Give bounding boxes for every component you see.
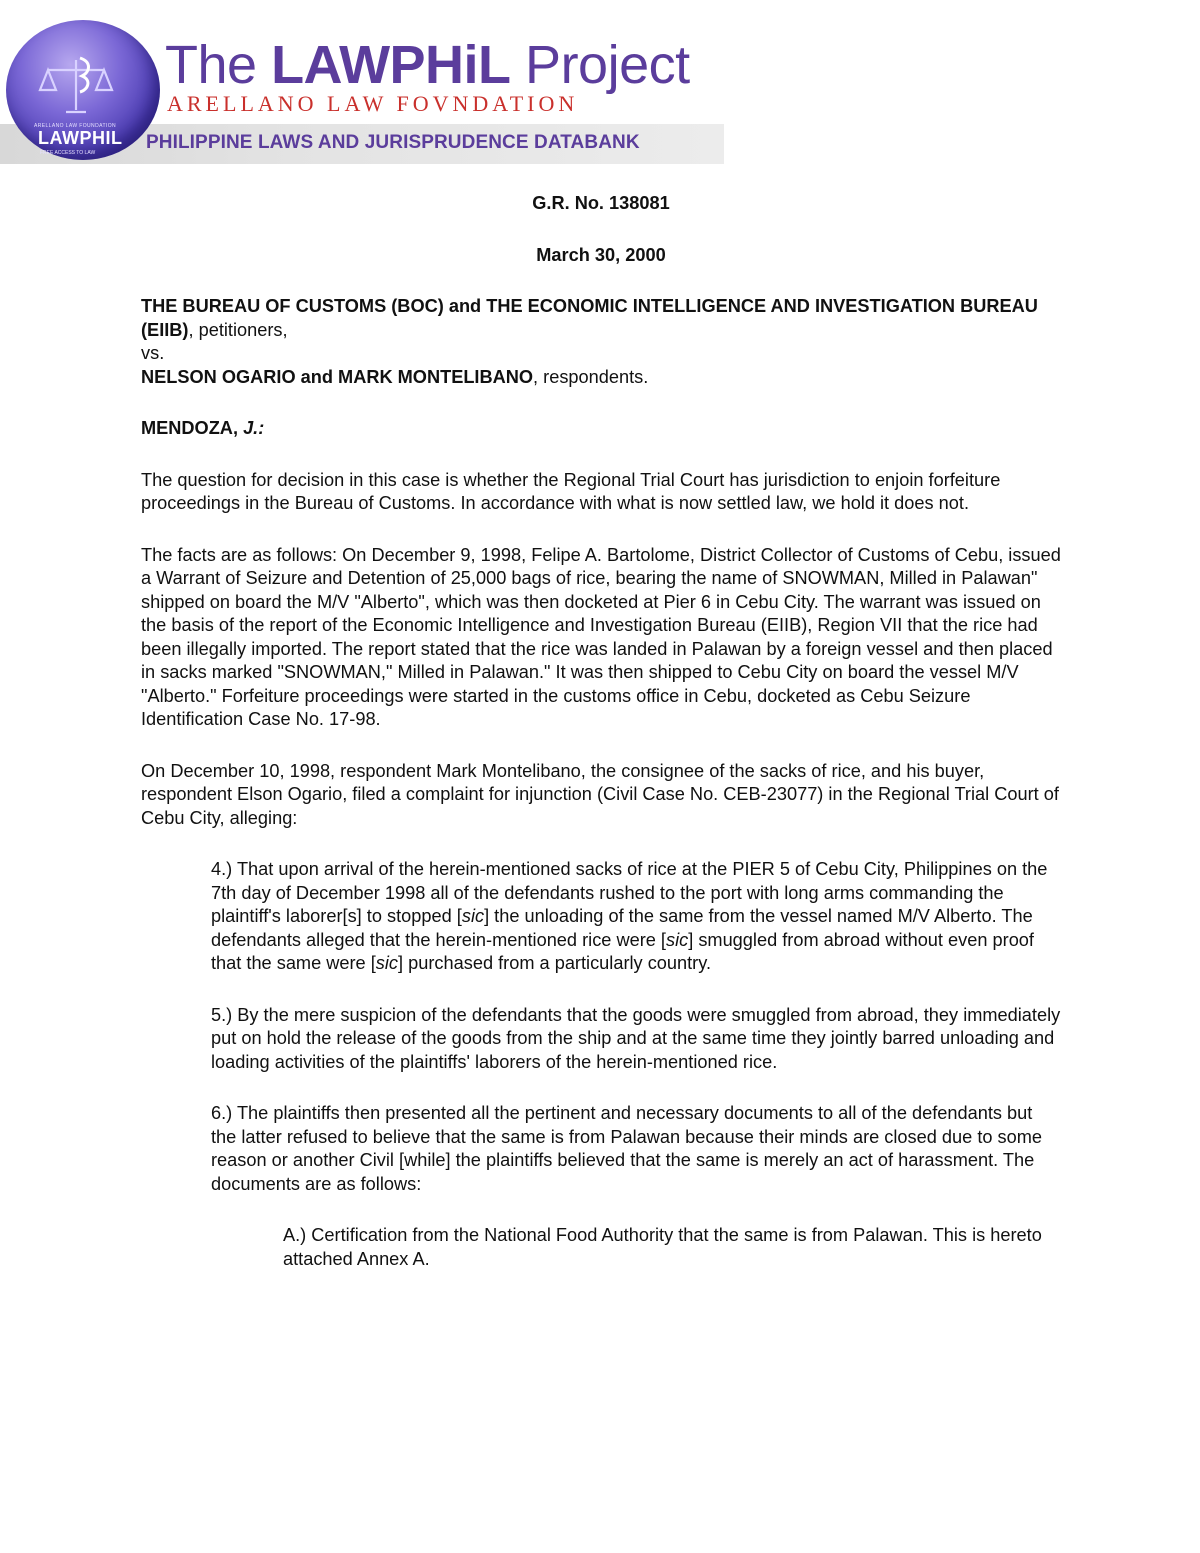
scales-of-justice-icon [36,52,116,122]
logo-wordmark: LAWPHIL [38,128,123,148]
header-banner [0,0,725,165]
allegation-4: 4.) That upon arrival of the herein-mentioned sacks of rice at the PIER 5 of Cebu City, Philippines on the 7th day of December 1998 all of the defendants rushed to the port with long arms commanding the plaintiff's laborer[s] to stopped [sic] the unloading of the same from the vessel named M/V Alberto. The defendants alleged that the herein-mentioned rice were [sic] smuggled from abroad without even proof that the same were [sic] purchased from a particularly country. [211,859,1048,973]
logo-foundation-text: ARELLANO LAW FOUNDATION [34,123,116,129]
case-date: March 30, 2000 [536,244,666,265]
petitioners: THE BUREAU OF CUSTOMS (BOC) and THE ECONOMIC INTELLIGENCE AND INVESTIGATION BUREAU (EIIB), petitioners, [141,296,1038,340]
paragraph-complaint: On December 10, 1998, respondent Mark Montelibano, the consignee of the sacks of rice, and his buyer, respondent Elson Ogario, filed a complaint for injunction (Civil Case No. CEB-23077) in the Regional Trial Court of Cebu City, alleging: [141,760,1059,828]
document-annex-a: A.) Certification from the National Food Authority that the same is from Palawan. This is hereto attached Annex A. [283,1225,1042,1269]
document-body [141,192,1061,1271]
allegation-6: 6.) The plaintiffs then presented all the pertinent and necessary documents to all of the defendants but the latter refused to believe that the same is from Palawan because their minds are closed due to some reason or another Civil [while] the plaintiffs believed that the same is merely an act of harassment. The documents are as follows: [211,1103,1043,1194]
case-parties [141,295,1061,389]
versus: vs. [141,343,165,363]
respondents: NELSON OGARIO and MARK MONTELIBANO, respondents. [141,366,649,387]
brand-databank: PHILIPPINE LAWS AND JURISPRUDENCE DATABANK [146,132,640,153]
brand-title: The LAWPHiL Project [165,35,690,95]
logo-tagline: FREE ACCESS TO LAW [40,150,96,156]
paragraph-question: The question for decision in this case is whether the Regional Trial Court has jurisdiction to enjoin forfeiture proceedings in the Bureau of Customs. In accordance with what is now settled law, we hold it does not. [141,469,1001,513]
lawphil-logo [6,20,160,160]
brand-subtitle: ARELLANO LAW FOVNDATION [167,91,579,116]
ponente: MENDOZA, J.: [141,418,265,438]
allegation-5: 5.) By the mere suspicion of the defendants that the goods were smuggled from abroad, they immediately put on hold the release of the goods from the ship and at the same time they jointly barred unloading and loading activities of the plaintiffs' laborers of the herein-mentioned rice. [211,1004,1061,1072]
case-number: G.R. No. 138081 [532,193,670,213]
paragraph-facts: The facts are as follows: On December 9, 1998, Felipe A. Bartolome, District Collector of Customs of Cebu, issued a Warrant of Seizure and Detention of 25,000 bags of rice, bearing the name of SNOWMAN, Milled in Palawan" shipped on board the M/V "Alberto", which was then docketed at Pier 6 in Cebu City. The warrant was issued on the basis of the report of the Economic Intelligence and Investigation Bureau (EIIB), Region VII that the rice had been illegally imported. The report stated that the rice was landed in Palawan by a foreign vessel and then placed in sacks marked "SNOWMAN," Milled in Palawan." It was then shipped to Cebu City on board the vessel M/V "Alberto." Forfeiture proceedings were started in the customs office in Cebu, docketed as Cebu Seizure Identification Case No. 17-98. [141,544,1061,729]
